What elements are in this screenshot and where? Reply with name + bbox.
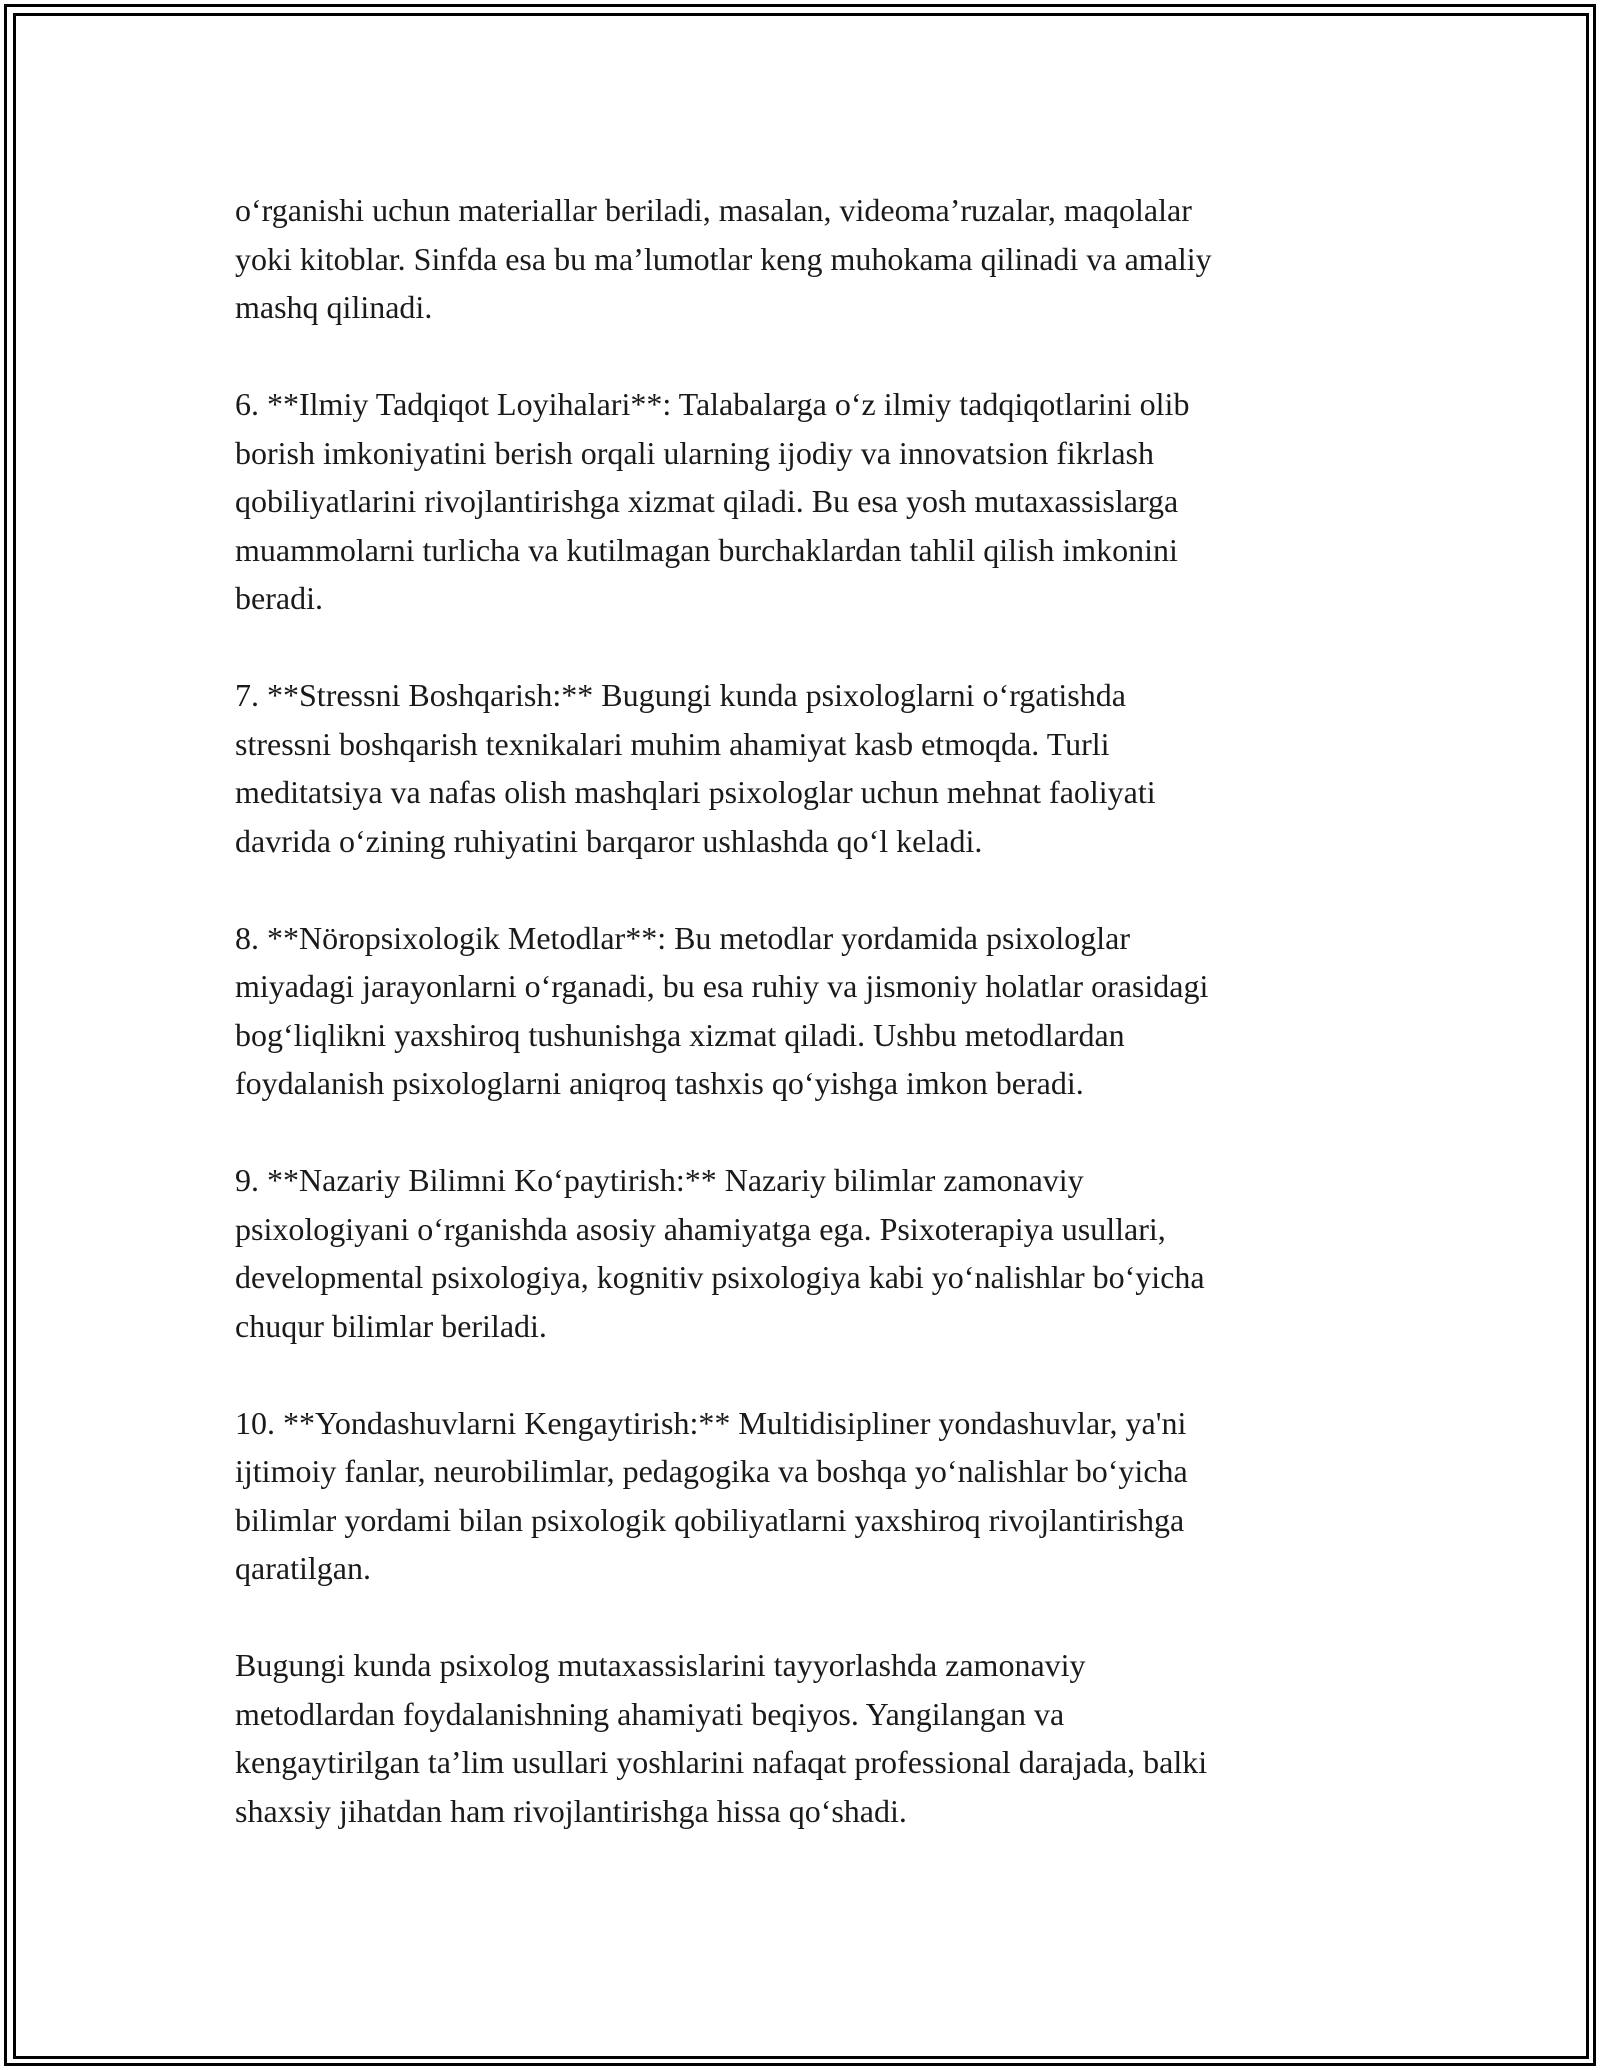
paragraph-continuation: o‘rganishi uchun materiallar beriladi, masalan, videoma’ruzalar, maqolalar yoki kitoblar. Sinfda esa bu ma’lumotlar keng muhokama qilinadi va amaliy mashq qilinadi.: [235, 192, 1212, 325]
paragraph-item-8: 8. **Nöropsixologik Metodlar**: Bu metodlar yordamida psixologlar miyadagi jarayonlarni o‘rganadi, bu esa ruhiy va jismoniy holatlar orasidagi bog‘liqlikni yaxshiroq tushunishga xizmat qiladi. Ushbu metodlardan foydalanish psixologlarni aniqroq tashxis qo‘yishga imkon beradi.: [235, 919, 1209, 1101]
document-body: [235, 186, 1365, 1884]
paragraph-item-7: 7. **Stressni Boshqarish:** Bugungi kunda psixologlarni o‘rgatishda stressni boshqarish texnikalari muhim ahamiyat kasb etmoqda. Turli meditatsiya va nafas olish mashqlari psixologlar uchun mehnat faoliyati davrida o‘zining ruhiyatini barqaror ushlashda qo‘l keladi.: [235, 677, 1156, 859]
paragraph-conclusion: Bugungi kunda psixolog mutaxassislarini tayyorlashda zamonaviy metodlardan foydalanishning ahamiyati beqiyos. Yangilangan va kengaytirilgan ta’lim usullari yoshlarini nafaqat professional darajada, balki shaxsiy jihatdan ham rivojlantirishga hissa qo‘shadi.: [235, 1647, 1208, 1829]
paragraph-item-6: 6. **Ilmiy Tadqiqot Loyihalari**: Talabalarga o‘z ilmiy tadqiqotlarini olib borish imkoniyatini berish orqali ularning ijodiy va innovatsion fikrlash qobiliyatlarini rivojlantirishga xizmat qiladi. Bu esa yosh mutaxassislarga muammolarni turlicha va kutilmagan burchaklardan tahlil qilish imkonini beradi.: [235, 386, 1190, 616]
paragraph-item-9: 9. **Nazariy Bilimni Ko‘paytirish:** Nazariy bilimlar zamonaviy psixologiyani o‘rganishda asosiy ahamiyatga ega. Psixoterapiya usullari, developmental psixologiya, kognitiv psixologiya kabi yo‘nalishlar bo‘yicha chuqur bilimlar beriladi.: [235, 1162, 1205, 1344]
paragraph-item-10: 10. **Yondashuvlarni Kengaytirish:** Multidisipliner yondashuvlar, ya'ni ijtimoiy fanlar, neurobilimlar, pedagogika va boshqa yo‘nalishlar bo‘yicha bilimlar yordami bilan psixologik qobiliyatlarni yaxshiroq rivojlantirishga qaratilgan.: [235, 1404, 1188, 1586]
